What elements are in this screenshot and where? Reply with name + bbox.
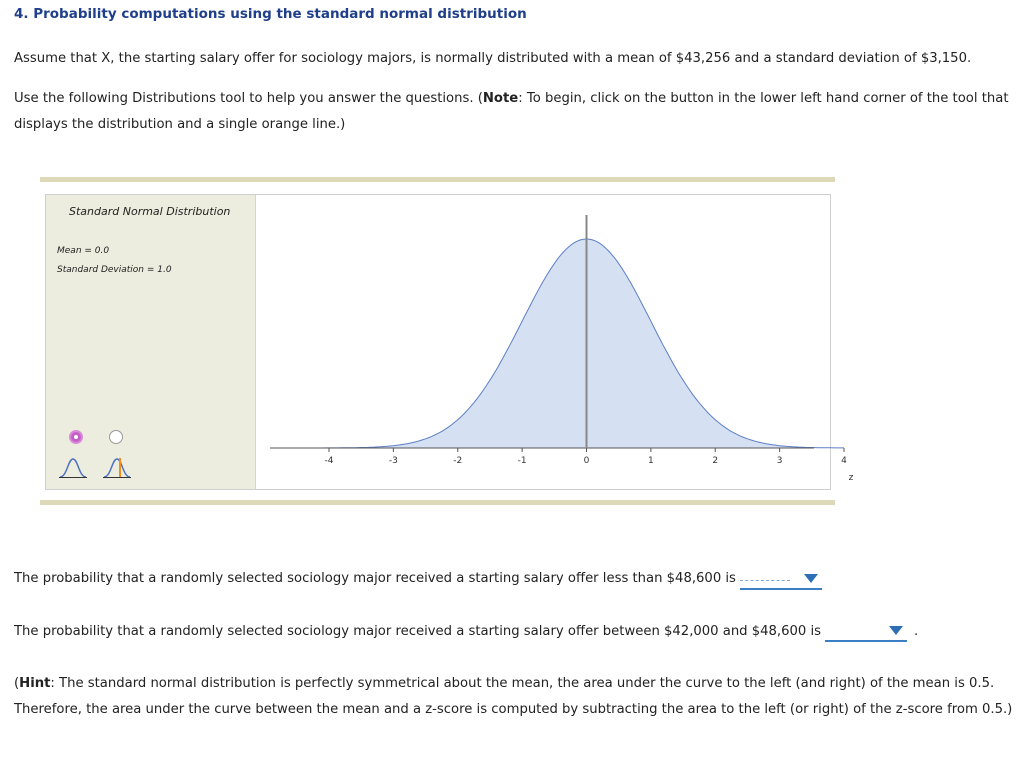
hint-label: Hint <box>19 676 51 691</box>
x-tick-label: 2 <box>712 456 719 466</box>
x-tick-label: -4 <box>324 456 334 466</box>
x-tick-label: 4 <box>841 456 847 466</box>
tool-bottom-divider <box>40 500 835 505</box>
sentence-period: . <box>914 624 919 639</box>
note-label: Note <box>482 91 519 106</box>
distribution-orange-line-icon[interactable] <box>103 455 131 479</box>
hint-text <box>14 671 1014 723</box>
chevron-down-icon <box>889 626 903 635</box>
instructions-before: Use the following Distributions tool to help you answer the questions. ( <box>14 91 483 106</box>
x-tick-label: -1 <box>517 456 527 466</box>
hint-open: ( <box>14 676 20 691</box>
question-1-text: The probability that a randomly selected sociology major received a starting salary offer less than $48,600 is <box>14 571 736 586</box>
tool-top-divider <box>40 177 835 182</box>
instructions-after: : To begin, click on the button in the lower left hand corner of the tool that displays the distribution and a single orange line.) <box>14 91 1009 132</box>
x-tick-label: -3 <box>388 456 398 466</box>
mode-radio-orange-line[interactable] <box>109 430 123 444</box>
answer-dropdown-1[interactable] <box>740 574 822 590</box>
instructions-text <box>14 86 1018 138</box>
intro-text: Assume that X, the starting salary offer for sociology majors, is normally distributed with a mean of $43,256 and a standard deviation of $3,150. <box>14 51 972 66</box>
normal-distribution-chart <box>256 195 854 489</box>
tool-side-panel <box>46 195 256 489</box>
x-tick-label: 0 <box>583 456 590 466</box>
dropdown-placeholder <box>740 580 790 581</box>
answer-dropdown-2[interactable] <box>825 626 907 642</box>
mean-label: Mean = 0.0 <box>57 246 110 256</box>
sd-label: Standard Deviation = 1.0 <box>57 265 172 275</box>
hint-body: : The standard normal distribution is perfectly symmetrical about the mean, the area under the curve to the left (and right) of the mean is 0.5. Therefore, the area under the curve between the mean and a z-score is computed by subtracting the area to the left (or right) of the z-score from 0.5.) <box>14 676 1013 717</box>
distribution-curve-icon[interactable] <box>59 455 87 479</box>
question-title: 4. Probability computations using the standard normal distribution <box>14 6 527 22</box>
distributions-tool <box>45 194 854 490</box>
x-tick-label: 3 <box>776 456 783 466</box>
x-tick-label: 1 <box>648 456 654 466</box>
curve-area <box>316 239 844 448</box>
x-tick-label: -2 <box>453 456 463 466</box>
panel-title: Standard Normal Distribution <box>69 205 231 218</box>
question-2-text: The probability that a randomly selected sociology major received a starting salary offer between $42,000 and $48,600 is <box>14 624 822 639</box>
chevron-down-icon <box>804 574 818 583</box>
mode-radio-distribution[interactable] <box>69 430 83 444</box>
x-axis-label: z <box>848 473 854 483</box>
x-axis-ticks <box>325 448 848 466</box>
